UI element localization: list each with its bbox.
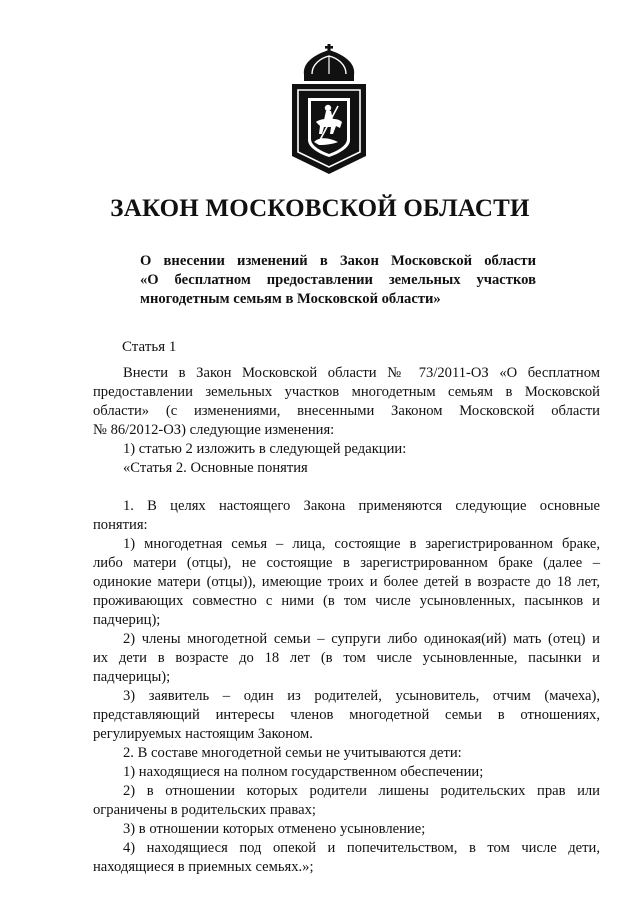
subtitle-line: О внесении изменений в Закон Московской области [140, 253, 536, 269]
body-line: 4) находящиеся под опекой и попечительством, в том числе дети, [123, 840, 600, 856]
article-body [93, 364, 600, 877]
body-line: понятия: [93, 517, 148, 533]
law-subtitle [140, 252, 536, 309]
body-line: регулируемых настоящим Законом. [93, 726, 313, 742]
body-line: 2) в отношении которых родители лишены родительских прав или [123, 783, 600, 799]
body-line: 1. В целях настоящего Закона применяются следующие основные [123, 498, 600, 514]
body-line: 1) статью 2 изложить в следующей редакции: [123, 441, 407, 457]
body-line: 1) находящиеся на полном государственном обеспечении; [123, 764, 484, 780]
body-line: № 86/2012-ОЗ) следующие изменения: [93, 422, 335, 438]
body-line: 3) в отношении которых отменено усыновление; [123, 821, 426, 837]
body-line: Внести в Закон Московской области № 73/2011-ОЗ «О бесплатном [123, 365, 600, 381]
body-line: предоставлении земельных участков многодетным семьям в Московской [93, 384, 600, 400]
body-line: их дети в возрасте до 18 лет (в том числе усыновленные, пасынки и [93, 650, 600, 666]
body-line: 2. В составе многодетной семьи не учитываются дети: [123, 745, 462, 761]
paragraph-gap [93, 478, 600, 497]
body-line: области» (с изменениями, внесенными Законом Московской области [93, 403, 600, 419]
body-line: ограничены в родительских правах; [93, 802, 316, 818]
body-line: 3) заявитель – один из родителей, усыновитель, отчим (мачеха), [123, 688, 600, 704]
coat-of-arms-emblem [286, 44, 372, 176]
subtitle-line: многодетным семьям в Московской области» [140, 291, 441, 307]
law-title: ЗАКОН МОСКОВСКОЙ ОБЛАСТИ [110, 195, 530, 222]
body-line: одинокие матери (отцы)), имеющие троих и более детей в возрасте до 18 лет, [93, 574, 600, 590]
body-line: падчерицы); [93, 669, 171, 685]
body-line: падчериц); [93, 612, 161, 628]
article-heading: Статья 1 [122, 339, 177, 355]
body-line: 2) члены многодетной семьи – супруги либо одинокая(ий) мать (отец) и [123, 631, 600, 647]
body-line: проживающих совместно с ними (в том числе усыновленных, пасынков и [93, 593, 600, 609]
body-line: «Статья 2. Основные понятия [123, 460, 308, 476]
body-line: представляющий интересы членов многодетной семьи в отношениях, [93, 707, 600, 723]
subtitle-line: «О бесплатном предоставлении земельных участков [140, 272, 536, 288]
body-line: находящиеся в приемных семьях.»; [93, 859, 314, 875]
body-line: 1) многодетная семья – лица, состоящие в зарегистрированном браке, [123, 536, 600, 552]
body-line: либо матери (отцы), не состоящие в зарегистрированном браке (далее – [93, 555, 600, 571]
